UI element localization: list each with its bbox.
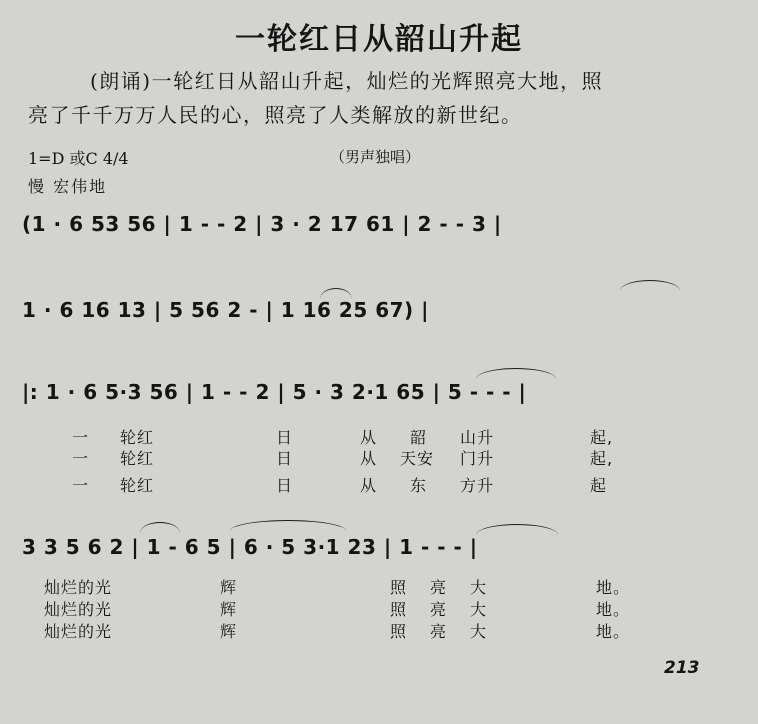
slur [476,524,558,535]
lyric: 灿烂的光 [44,578,113,597]
lyric: 起 [590,476,608,495]
lyric: 轮红 [120,476,155,495]
key-signature: 1=D 或C 4/4 [28,149,129,168]
page-number: 213 [664,658,700,678]
lyric: 灿烂的光 [44,600,113,619]
lyric: 韶 [410,428,428,447]
lyric: 门升 [460,449,495,468]
lyric: 方升 [460,476,495,495]
lyric: 从 [360,449,378,468]
lyric: 日 [276,449,294,468]
lyric: 一 [72,449,90,468]
lyric: 起, [590,449,614,468]
lyric: 起, [590,428,614,447]
lyric: 亮 [430,578,448,597]
notation-line-3: |: 1 · 6 5·3 56 | 1 - - 2 | 5 · 3 2·1 65 | 5 - - - | [22,380,527,404]
lyric: 大 [470,622,488,641]
slur [476,368,556,379]
lyric: 辉 [220,578,238,597]
lyric: 亮 [430,600,448,619]
slur [620,280,680,291]
lyric: 一 [72,428,90,447]
slur [140,522,180,533]
lyric: 轮红 [120,449,155,468]
song-title: 一轮红日从韶山升起 [235,22,523,57]
lyric: 辉 [220,622,238,641]
lyric: 地。 [596,578,631,597]
notation-line-4: 3 3 5 6 2 | 1 - 6 5 | 6 · 5 3·1 23 | 1 - - - | [22,535,478,559]
lyric: 日 [276,476,294,495]
lyric: 从 [360,428,378,447]
lyric: 照 [390,622,408,641]
lyric: 地。 [596,600,631,619]
lyric: 灿烂的光 [44,622,113,641]
lyric: 轮红 [120,428,155,447]
lyric: 大 [470,600,488,619]
recitation-line-2: 亮了千千万万人民的心，照亮了人类解放的新世纪。 [28,103,523,127]
lyric: 照 [390,578,408,597]
recitation-line-1: (朗诵)一轮红日从韶山升起，灿烂的光辉照亮大地，照 [90,69,604,93]
lyric: 大 [470,578,488,597]
lyric: 山升 [460,428,495,447]
lyric: 一 [72,476,90,495]
slur [230,520,346,531]
lyric: 从 [360,476,378,495]
lyric: 照 [390,600,408,619]
lyric: 地。 [596,622,631,641]
lyric: 亮 [430,622,448,641]
voice-type: （男声独唱） [330,148,421,166]
lyric: 日 [276,428,294,447]
tempo-marking: 慢 宏伟地 [28,177,108,196]
lyric: 天安 [400,449,435,468]
slur [320,288,352,299]
lyric: 辉 [220,600,238,619]
notation-line-1: (1 · 6 53 56 | 1 - - 2 | 3 · 2 17 61 | 2 - - 3 | [22,212,502,236]
notation-line-2: 1 · 6 16 13 | 5 56 2 - | 1 16 25 67) | [22,298,429,322]
lyric: 东 [410,476,428,495]
